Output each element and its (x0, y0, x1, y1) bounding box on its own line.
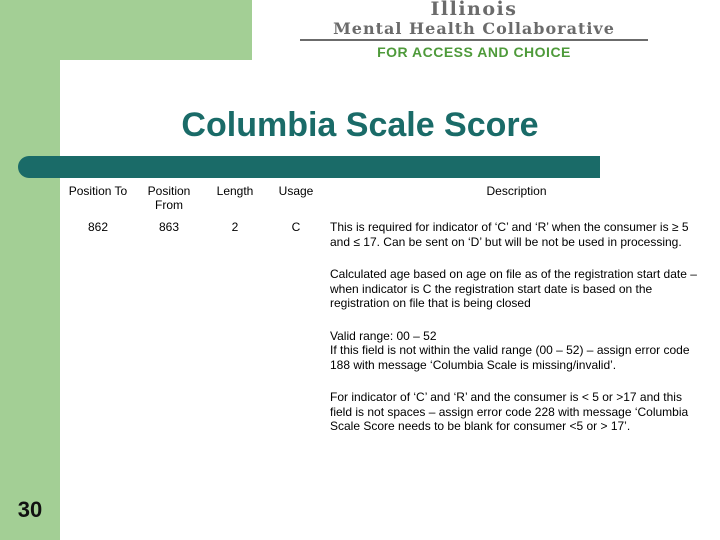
description-valid-range: Valid range: 00 – 52 (330, 328, 437, 343)
cell-description (330, 220, 702, 452)
title-underline-bar (18, 156, 600, 178)
header-usage: Usage (278, 184, 314, 198)
logo-rule (300, 39, 648, 41)
cell-usage: C (291, 220, 301, 234)
cell-position-from: 863 (158, 220, 180, 234)
logo-line-tagline: FOR ACCESS AND CHOICE (377, 44, 571, 60)
logo-line-collaborative: Mental Health Collaborative (333, 19, 615, 38)
header-length: Length (216, 184, 254, 198)
slide-title: Columbia Scale Score (181, 106, 539, 144)
table-header-row (60, 180, 710, 220)
description-error-228: For indicator of ‘C’ and ‘R’ and the consumer is < 5 or >17 and this field is not spaces – assign error code 228 with message ‘Columbia Scale Score needs to be blank for consumer <5 or > 17’. (330, 390, 689, 433)
header-position-to: Position To (68, 184, 128, 198)
description-calculated-age: Calculated age based on age on file as of the registration start date – when indicator is C the registration start date is based on the registration on file that is being closed (330, 267, 697, 310)
green-top-band (0, 0, 252, 60)
header-position-from: Position From (147, 184, 191, 212)
cell-position-to: 862 (87, 220, 109, 234)
slide-number: 30 (17, 497, 43, 522)
header-description: Description (486, 184, 547, 198)
logo (296, 0, 652, 64)
cell-length: 2 (231, 220, 239, 234)
description-error-188: If this field is not within the valid range (00 – 52) – assign error code 188 with message ‘Columbia Scale is missing/invalid’. (330, 343, 690, 372)
green-sidebar (0, 0, 60, 540)
description-required: This is required for indicator of ‘C’ and ‘R’ when the consumer is ≥ 5 and ≤ 17. Can be sent on ‘D’ but will be not be used in processing. (330, 220, 689, 249)
title-underline-bar-end (590, 156, 600, 178)
logo-line-illinois: Illinois (430, 0, 518, 20)
